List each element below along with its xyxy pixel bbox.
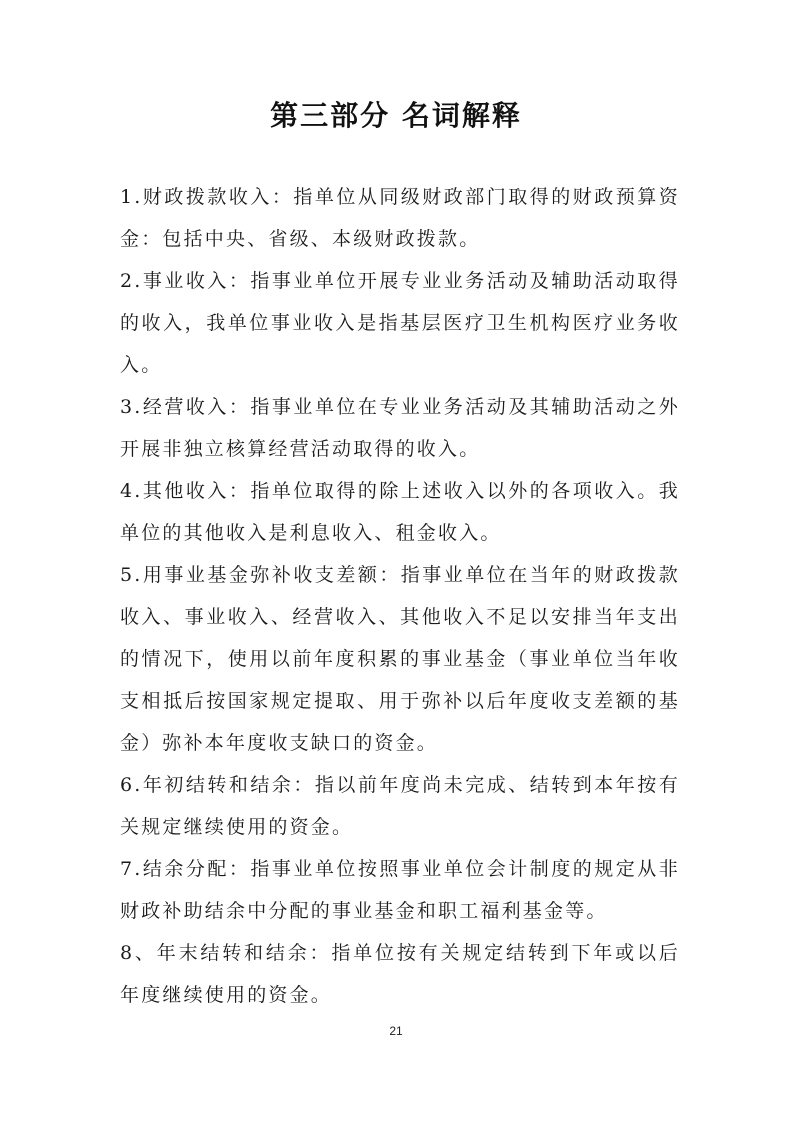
definition-item: 8、年末结转和结余：指单位按有关规定结转到下年或以后年度继续使用的资金。 <box>120 942 680 1006</box>
definitions-list <box>120 176 680 1016</box>
page-title: 第三部分 名词解释 <box>270 99 522 132</box>
definition-item: 4.其他收入：指单位取得的除上述收入以外的各项收入。我单位的其他收入是利息收入、租金收入。 <box>120 480 680 544</box>
definition-item: 6.年初结转和结余：指以前年度尚未完成、结转到本年按有关规定继续使用的资金。 <box>120 774 680 838</box>
definition-item: 1.财政拨款收入：指单位从同级财政部门取得的财政预算资金：包括中央、省级、本级财政拨款。 <box>120 186 680 250</box>
definition-item: 3.经营收入：指事业单位在专业业务活动及其辅助活动之外开展非独立核算经营活动取得的收入。 <box>120 396 680 460</box>
definition-item: 5.用事业基金弥补收支差额：指事业单位在当年的财政拨款收入、事业收入、经营收入、其他收入不足以安排当年支出的情况下，使用以前年度积累的事业基金（事业单位当年收支相抵后按国家规定提取、用于弥补以后年度收支差额的基金）弥补本年度收支缺口的资金。 <box>120 564 680 754</box>
page-number: 21 <box>389 1024 403 1038</box>
definition-item: 7.结余分配：指事业单位按照事业单位会计制度的规定从非财政补助结余中分配的事业基金和职工福利基金等。 <box>120 858 680 922</box>
definition-item: 2.事业收入：指事业单位开展专业业务活动及辅助活动取得的收入，我单位事业收入是指基层医疗卫生机构医疗业务收入。 <box>120 270 680 376</box>
